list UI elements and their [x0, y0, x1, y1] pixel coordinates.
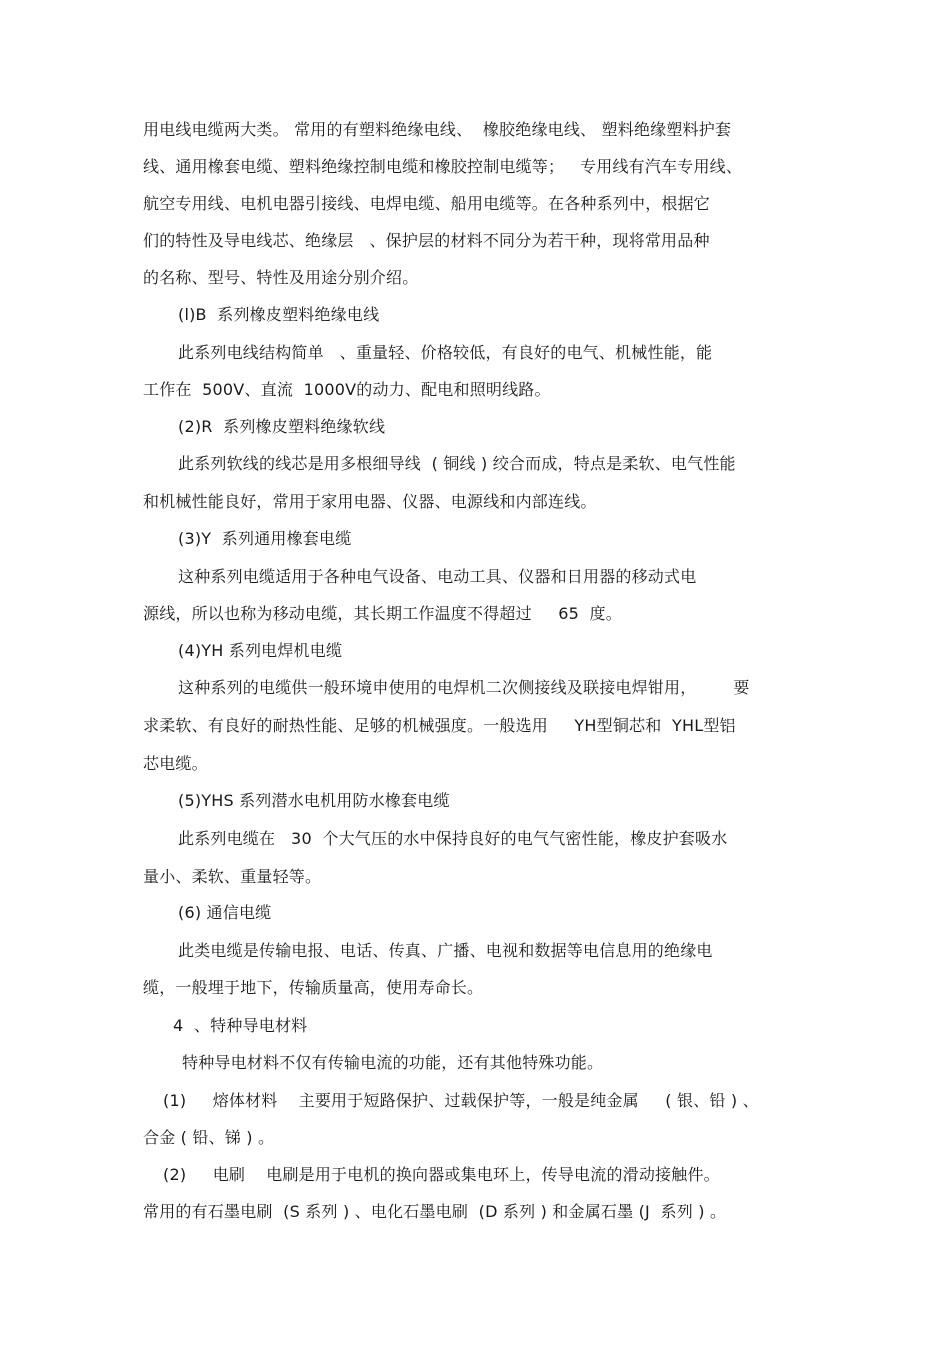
text-line: 特种导电材料不仅有传输电流的功能，还有其他特殊功能。 — [182, 1053, 604, 1072]
section-heading: (6) 通信电缆 — [178, 903, 272, 922]
text-line: 们的特性及导电线芯、绝缘层 、保护层的材料不同分为若干种，现将常用品种 — [143, 231, 710, 250]
text-line: 的名称、型号、特性及用途分别介绍。 — [143, 268, 419, 287]
text-line: 此类电缆是传输电报、电话、传真、广播、电视和数据等电信息用的绝缘电 — [178, 941, 713, 960]
text-line: 求柔软、有良好的耐热性能、足够的机械强度。一般选用 YH型铜芯和 YHL型铝 — [143, 716, 736, 735]
text-line: 工作在 500V、直流 1000V的动力、配电和照明线路。 — [143, 380, 551, 399]
text-line: 线、通用橡套电缆、塑料绝缘控制电缆和橡胶控制电缆等； 专用线有汽车专用线、 — [143, 157, 743, 176]
text-line: 量小、柔软、重量轻等。 — [143, 867, 322, 886]
text-line: 芯电缆。 — [143, 754, 208, 773]
text-line: 此系列电缆在 30 个大气压的水中保持良好的电气气密性能，橡皮护套吸水 — [178, 829, 728, 848]
text-line: 此系列软线的线芯是用多根细导线 ( 铜线 ) 绞合而成，特点是柔软、电气性能 — [178, 454, 736, 473]
section-heading: (l)B 系列橡皮塑料绝缘电线 — [178, 305, 380, 324]
section-heading: (5)YHS 系列潜水电机用防水橡套电缆 — [178, 791, 450, 810]
section-heading: (2)R 系列橡皮塑料绝缘软线 — [178, 417, 386, 436]
section-heading: (4)YH 系列电焊机电缆 — [178, 641, 343, 660]
text-line: 和机械性能良好，常用于家用电器、仪器、电源线和内部连线。 — [143, 492, 597, 511]
text-line: 源线，所以也称为移动电缆，其长期工作温度不得超过 65 度。 — [143, 604, 622, 623]
text-line: 合金 ( 铅、锑 ) 。 — [143, 1128, 275, 1147]
text-line: 用电线电缆两大类。 常用的有塑料绝缘电线、 橡胶绝缘电线、 塑料绝缘塑料护套 — [143, 120, 732, 139]
text-line: 航空专用线、电机电器引接线、电焊电缆、船用电缆等。在各种系列中，根据它 — [143, 194, 711, 213]
text-line: 常用的有石墨电刷 (S 系列 ) 、电化石墨电刷 (D 系列 ) 和金属石墨 (J 系列 ) 。 — [143, 1202, 727, 1221]
text-line: 这种系列的电缆供一般环境申使用的电焊机二次侧接线及联接电焊钳用， 要 — [178, 678, 750, 697]
text-line: 缆，一般埋于地下，传输质量高，使用寿命长。 — [143, 978, 484, 997]
text-line: 这种系列电缆适用于各种电气设备、电动工具、仪器和日用器的移动式电 — [178, 567, 697, 586]
text-line: (2) 电刷 电刷是用于电机的换向器或集电环上，传导电流的滑动接触件。 — [163, 1165, 720, 1184]
section-heading: (3)Y 系列通用橡套电缆 — [178, 529, 352, 548]
text-line: 此系列电线结构简单 、重量轻、价格较低，有良好的电气、机械性能，能 — [178, 343, 713, 362]
text-line: (1) 熔体材料 主要用于短路保护、过载保护等，一般是纯金属 ( 银、铅 ) 、 — [163, 1091, 759, 1110]
section-heading: 4 、特种导电材料 — [173, 1016, 308, 1035]
